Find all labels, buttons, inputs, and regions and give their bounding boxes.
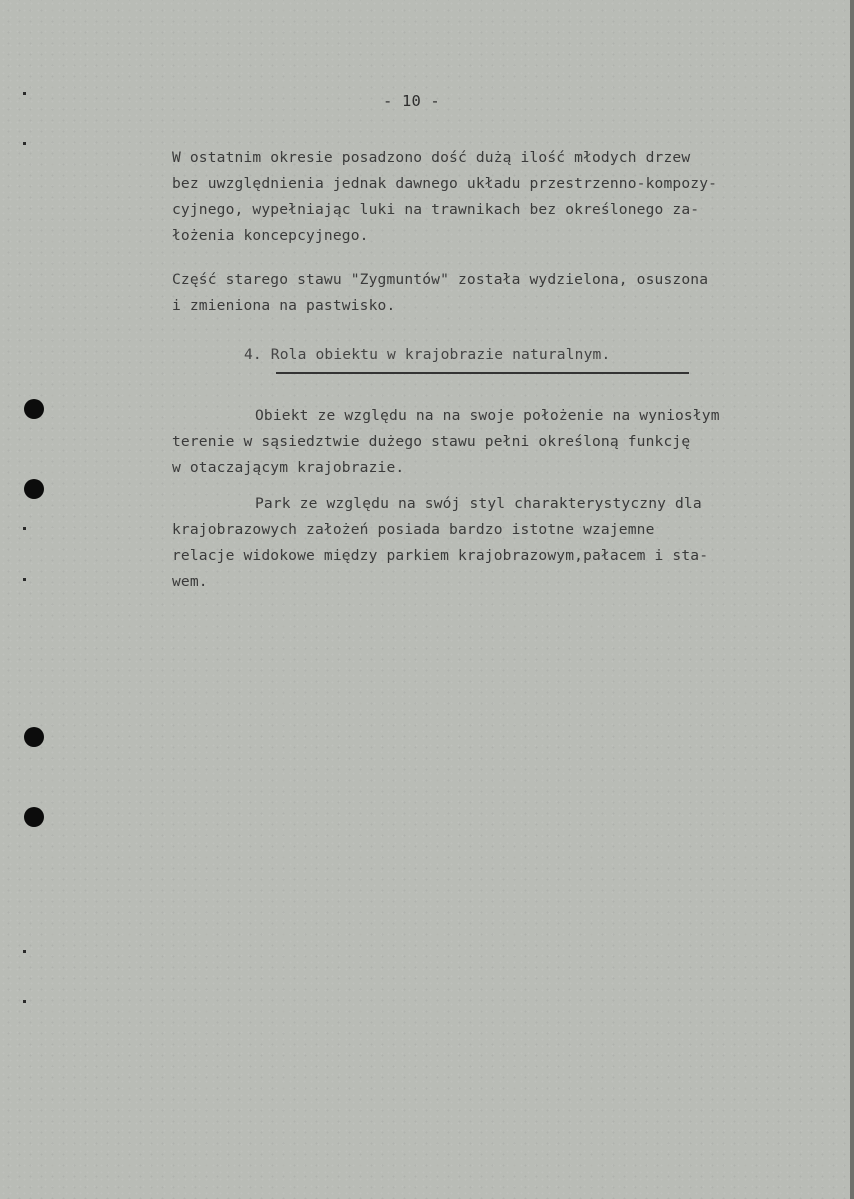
paragraph-line: cyjnego, wypełniając luki na trawnikach bez określonego za- <box>172 201 700 218</box>
paragraph-line: relacje widokowe między parkiem krajobrazowym,pałacem i sta- <box>172 547 709 564</box>
paragraph-line: wem. <box>172 573 208 590</box>
margin-mark <box>23 527 26 530</box>
paragraph-line: bez uwzględnienia jednak dawnego układu przestrzenno-kompozy- <box>172 175 718 192</box>
page-number: - 10 - <box>383 92 440 110</box>
binder-hole <box>24 807 44 827</box>
paragraph-line: Park ze względu na swój styl charakterystyczny dla <box>255 495 702 512</box>
margin-mark <box>23 142 26 145</box>
paragraph-line: Obiekt ze względu na na swoje położenie na wyniosłym <box>255 407 720 424</box>
heading-underline <box>276 372 689 374</box>
paragraph-line: i zmieniona na pastwisko. <box>172 297 396 314</box>
binder-hole <box>24 399 44 419</box>
page-edge <box>850 0 854 1199</box>
margin-mark <box>23 950 26 953</box>
margin-mark <box>23 92 26 95</box>
margin-mark <box>23 1000 26 1003</box>
paragraph-line: łożenia koncepcyjnego. <box>172 227 369 244</box>
section-heading: 4. Rola obiektu w krajobrazie naturalnym. <box>244 346 611 363</box>
paragraph-line: krajobrazowych założeń posiada bardzo istotne wzajemne <box>172 521 655 538</box>
paragraph-line: W ostatnim okresie posadzono dość dużą ilość młodych drzew <box>172 149 691 166</box>
paragraph-line: w otaczającym krajobrazie. <box>172 459 405 476</box>
binder-hole <box>24 727 44 747</box>
paragraph-line: terenie w sąsiedztwie dużego stawu pełni określoną funkcję <box>172 433 691 450</box>
binder-hole <box>24 479 44 499</box>
margin-mark <box>23 578 26 581</box>
paragraph-line: Część starego stawu "Zygmuntów" została wydzielona, osuszona <box>172 271 709 288</box>
